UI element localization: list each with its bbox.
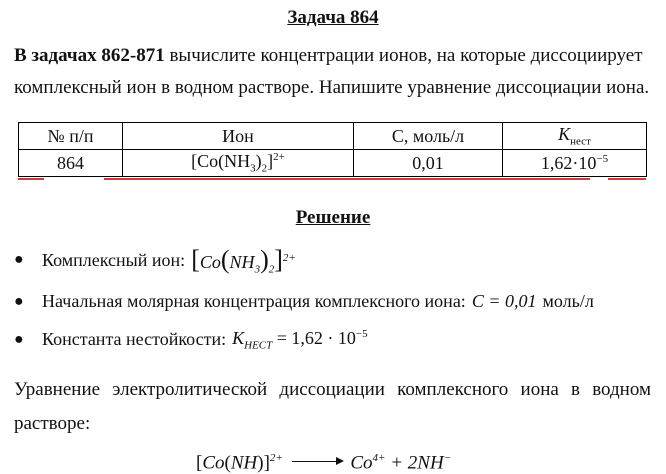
bullet-dot: ●: [14, 292, 24, 310]
problem-range: В задачах 862-871: [14, 45, 165, 66]
col-header-number: № п/п: [19, 123, 123, 150]
red-underline-right: [608, 178, 646, 180]
table-header-row: [19, 123, 647, 150]
problem-title: Задача 864: [287, 7, 379, 28]
data-table: [18, 122, 647, 177]
cell-ion: $[Co(NH_3)_2]^{2+}$: [123, 150, 354, 177]
instability-constant-formula: $K_{НЕСТ} = 1,62 \cdot 10^{-5}$: [232, 328, 368, 352]
red-underline-left: [18, 178, 44, 180]
complex-ion-formula: $[Co(NH_3)_2]^{2+}$: [191, 245, 296, 276]
col-header-ion: Ион: [123, 123, 354, 150]
concentration-formula: C = 0,01: [471, 291, 537, 311]
k-letter: K: [558, 124, 571, 145]
problem-statement: [14, 40, 654, 104]
col-header-k: [503, 123, 647, 150]
cell-number: 864: [19, 150, 123, 177]
table-row: [19, 150, 647, 177]
bullet-dot: ●: [14, 330, 24, 348]
col-header-concentration: C, моль/л: [354, 123, 503, 150]
dissociation-paragraph: Уравнение электролитической диссоциации комплексного иона в водном растворе:: [14, 379, 651, 434]
bullet-complex-ion: ● Комплексный ион: $[Co(NH_3)_2]^{2+}$: [14, 245, 296, 276]
k-subscript: нест: [570, 135, 591, 148]
concentration-unit: моль/л: [542, 291, 594, 311]
bullet-instability-constant: ● Константа нестойкости: $K_{НЕСТ} = 1,62 \cdot 10^{-5}$: [14, 328, 368, 352]
red-underline-middle: [104, 178, 590, 180]
bullet-dot: ●: [14, 251, 24, 269]
bullet-concentration: ● Начальная молярная концентрация комплексного иона: C = 0,01 моль/л: [14, 291, 594, 311]
cell-concentration: 0,01: [354, 150, 503, 177]
reaction-arrow: [292, 461, 342, 462]
solution-title: Решение: [295, 207, 371, 228]
problem-text: вычислите концентрации ионов, на которые диссоциирует комплексный ион в водном растворе. Напишите уравнение диссоциации иона.: [14, 45, 650, 98]
dissociation-equation: $[Co(NH)]^{2+}$ $Co^{4+} + 2NH^-$: [196, 452, 452, 474]
cell-k-value: $1,62\cdot 10^{-5}$: [503, 150, 647, 177]
